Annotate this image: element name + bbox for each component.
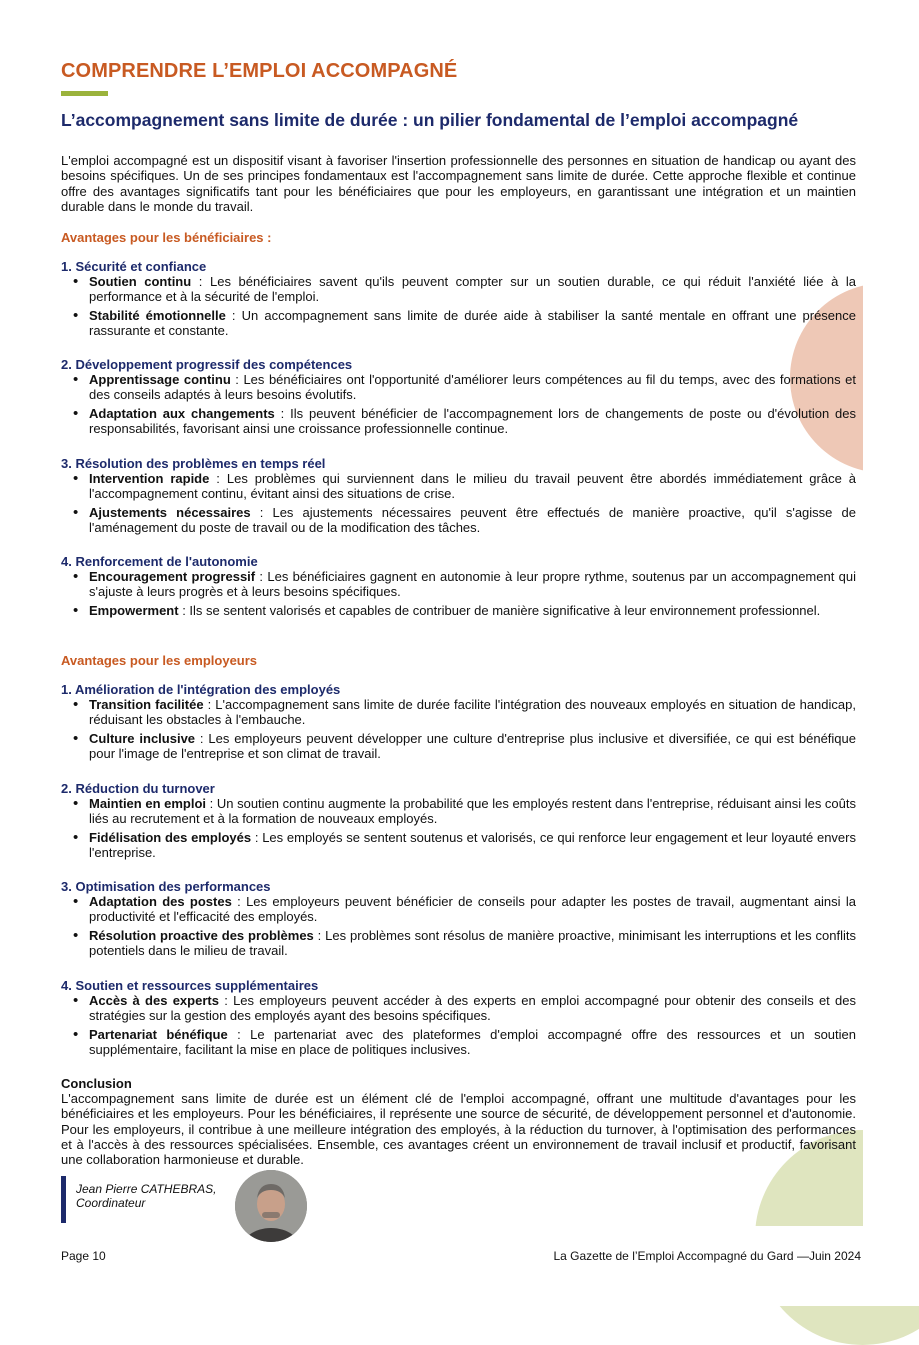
list-item: • Fidélisation des employés : Les employés se sentent soutenus et valorisés, ce qui renforce leur engagement et leur loyauté envers l'entreprise. <box>61 830 856 861</box>
page-number: Page 10 <box>61 1249 106 1263</box>
list-item: • Adaptation aux changements : Ils peuvent bénéficier de l'accompagnement lors de changements de poste ou d'évolution des responsabilités, favorisant ainsi une croissance professionnelle continue. <box>61 406 856 437</box>
beneficiaries-heading: Avantages pour les bénéficiaires : <box>61 230 272 245</box>
list-item: • Soutien continu : Les bénéficiaires savent qu'ils peuvent compter sur un soutien durable, ce qui réduit l'anxiété liée à la performance et à la sécurité de l'emploi. <box>61 274 856 305</box>
author-portrait-icon <box>235 1170 307 1242</box>
conclusion-text: L'accompagnement sans limite de durée est un élément clé de l'emploi accompagné, offrant une multitude d'avantages pour les bénéficiaires et les employeurs. Pour les bénéficiaires, il représente une source de sécurité, de développement personnel et d'autonomie. Pour les employeurs, il contribue à une meilleure intégration des employés, à la réduction du turnover, à l'optimisation des performances et à l'accès à des ressources spécialisées. Ensemble, ces avantages créent un environnement de travail inclusif et productif, favorisant une collaboration harmonieuse et durable. <box>61 1091 856 1168</box>
employers-group-4 <box>61 978 856 1057</box>
author-photo <box>235 1170 307 1242</box>
employers-heading: Avantages pour les employeurs <box>61 653 258 668</box>
group-title: 2. Développement progressif des compétences <box>61 357 353 372</box>
list-item: • Maintien en emploi : Un soutien continu augmente la probabilité que les employés restent dans l'entreprise, réduisant ainsi les coûts liés au recrutement et à la formation de nouveaux employés. <box>61 796 856 827</box>
group-title: 3. Résolution des problèmes en temps réel <box>61 456 326 471</box>
group-title: 3. Optimisation des performances <box>61 879 271 894</box>
employers-group-3 <box>61 879 856 958</box>
beneficiaries-group-3 <box>61 456 856 535</box>
signature-bar <box>61 1176 66 1223</box>
employers-group-1 <box>61 682 856 761</box>
beneficiaries-group-1 <box>61 259 856 338</box>
article-title: L’accompagnement sans limite de durée : un pilier fondamental de l’emploi accompagné <box>61 110 799 130</box>
list-item: • Partenariat bénéfique : Le partenariat avec des plateformes d'emploi accompagné offre des ressources et un soutien supplémentaire, facilitant la mise en place de politiques inclusives. <box>61 1027 856 1058</box>
group-title: 1. Sécurité et confiance <box>61 259 207 274</box>
group-title: 4. Renforcement de l'autonomie <box>61 554 258 569</box>
intro-paragraph: L'emploi accompagné est un dispositif visant à favoriser l'insertion professionnelle des personnes en situation de handicap ou ayant des besoins spécifiques. Un de ses principes fondamentaux est l'accompagnement sans limite de durée. Cette approche flexible et continue offre des avantages significatifs tant pour les bénéficiaires que pour les employeurs, en garantissant une intégration et un maintien durable dans le monde du travail. <box>61 153 856 214</box>
section-title: COMPRENDRE L’EMPLOI ACCOMPAGNÉ <box>61 60 458 82</box>
group-title: 2. Réduction du turnover <box>61 781 215 796</box>
publication-footer: La Gazette de l’Emploi Accompagné du Gard —Juin 2024 <box>553 1249 861 1263</box>
list-item: • Culture inclusive : Les employeurs peuvent développer une culture d'entreprise plus inclusive et diversifiée, ce qui est bénéfique pour l'image de l'entreprise et son climat de travail. <box>61 731 856 762</box>
list-item: • Apprentissage continu : Les bénéficiaires ont l'opportunité d'améliorer leurs compétences au fil du temps, avec des formations et des conseils adaptés à leurs besoins évolutifs. <box>61 372 856 403</box>
list-item: • Résolution proactive des problèmes : Les problèmes sont résolus de manière proactive, minimisant les interruptions et les conflits potentiels dans le milieu de travail. <box>61 928 856 959</box>
conclusion-heading: Conclusion <box>61 1076 132 1091</box>
author-name: Jean Pierre CATHEBRAS, <box>76 1182 217 1196</box>
list-item: • Empowerment : Ils se sentent valorisés et capables de contribuer de manière significative à leur environnement professionnel. <box>61 603 856 618</box>
list-item: • Ajustements nécessaires : Les ajustements nécessaires peuvent être effectués de manière proactive, qu'il s'agisse de l'aménagement du poste de travail ou de la modification des tâches. <box>61 505 856 536</box>
beneficiaries-group-2 <box>61 357 856 436</box>
list-item: • Intervention rapide : Les problèmes qui surviennent dans le milieu du travail peuvent être abordés immédiatement grâce à l'accompagnement continu, évitant ainsi des situations de crise. <box>61 471 856 502</box>
group-title: 4. Soutien et ressources supplémentaires <box>61 978 319 993</box>
conclusion <box>61 1076 856 1167</box>
list-item: • Stabilité émotionnelle : Un accompagnement sans limite de durée aide à stabiliser la santé mentale en offrant une présence rassurante et constante. <box>61 308 856 339</box>
list-item: • Accès à des experts : Les employeurs peuvent accéder à des experts en emploi accompagné pour obtenir des conseils et des stratégies sur la gestion des employés ayant des besoins spécifiques. <box>61 993 856 1024</box>
author-role: Coordinateur <box>76 1196 146 1210</box>
beneficiaries-group-4 <box>61 554 856 618</box>
page-right-margin <box>863 0 919 1300</box>
group-title: 1. Amélioration de l'intégration des employés <box>61 682 341 697</box>
list-item: • Encouragement progressif : Les bénéficiaires gagnent en autonomie à leur propre rythme, soutenus par un accompagnement qui s'ajuste à leurs progrès et à leurs besoins spécifiques. <box>61 569 856 600</box>
list-item: • Transition facilitée : L'accompagnement sans limite de durée facilite l'intégration des nouveaux employés en situation de handicap, réduisant les obstacles à l'embauche. <box>61 697 856 728</box>
title-underline <box>61 91 108 96</box>
page-bottom-margin <box>700 1226 919 1306</box>
signature <box>76 1182 217 1210</box>
list-item: • Adaptation des postes : Les employeurs peuvent bénéficier de conseils pour adapter les postes de travail, augmentant ainsi la productivité et l'efficacité des employés. <box>61 894 856 925</box>
employers-group-2 <box>61 781 856 860</box>
